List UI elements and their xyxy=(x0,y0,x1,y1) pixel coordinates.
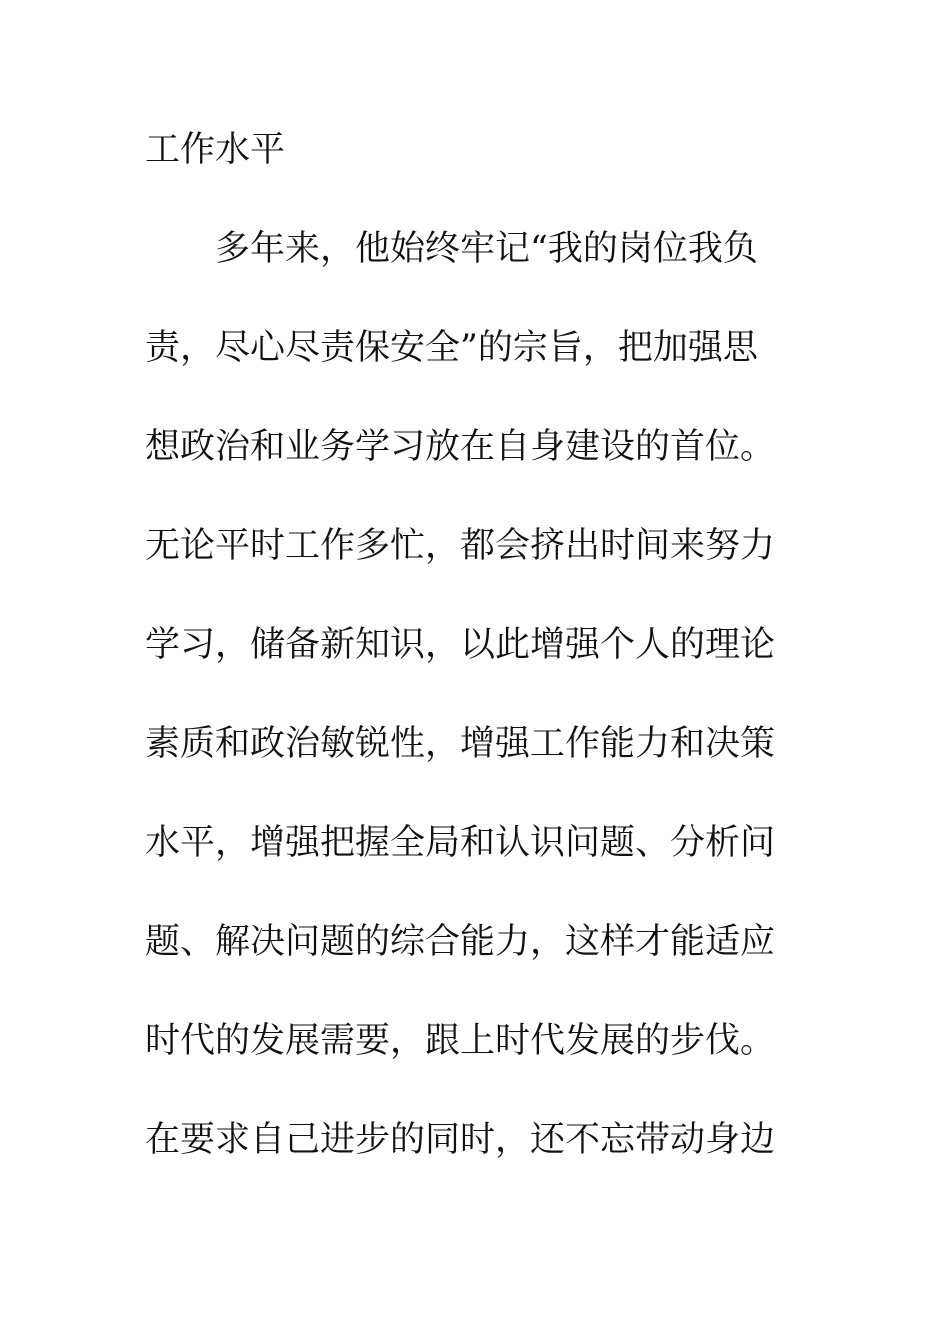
text-line: 工作水平 xyxy=(145,130,286,170)
text-line: 学习，储备新知识，以此增强个人的理论 xyxy=(145,625,776,665)
text-line: 时代的发展需要，跟上时代发展的步伐。 xyxy=(145,1021,776,1061)
text-line: 水平，增强把握全局和认识问题、分析问 xyxy=(145,823,776,863)
document-body xyxy=(145,125,785,1214)
text-line: 在要求自己进步的同时，还不忘带动身边 xyxy=(145,1120,776,1160)
text-line: 题、解决问题的综合能力，这样才能适应 xyxy=(145,922,776,962)
text-line: 素质和政治敏锐性，增强工作能力和决策 xyxy=(145,724,776,764)
text-line: 想政治和业务学习放在自身建设的首位。 xyxy=(145,427,776,467)
text-line: 无论平时工作多忙，都会挤出时间来努力 xyxy=(145,526,776,566)
text-line: 责，尽心尽责保安全”的宗旨，把加强思 xyxy=(145,328,758,368)
paragraph-first-line: 多年来，他始终牢记“我的岗位我负 xyxy=(215,229,758,269)
